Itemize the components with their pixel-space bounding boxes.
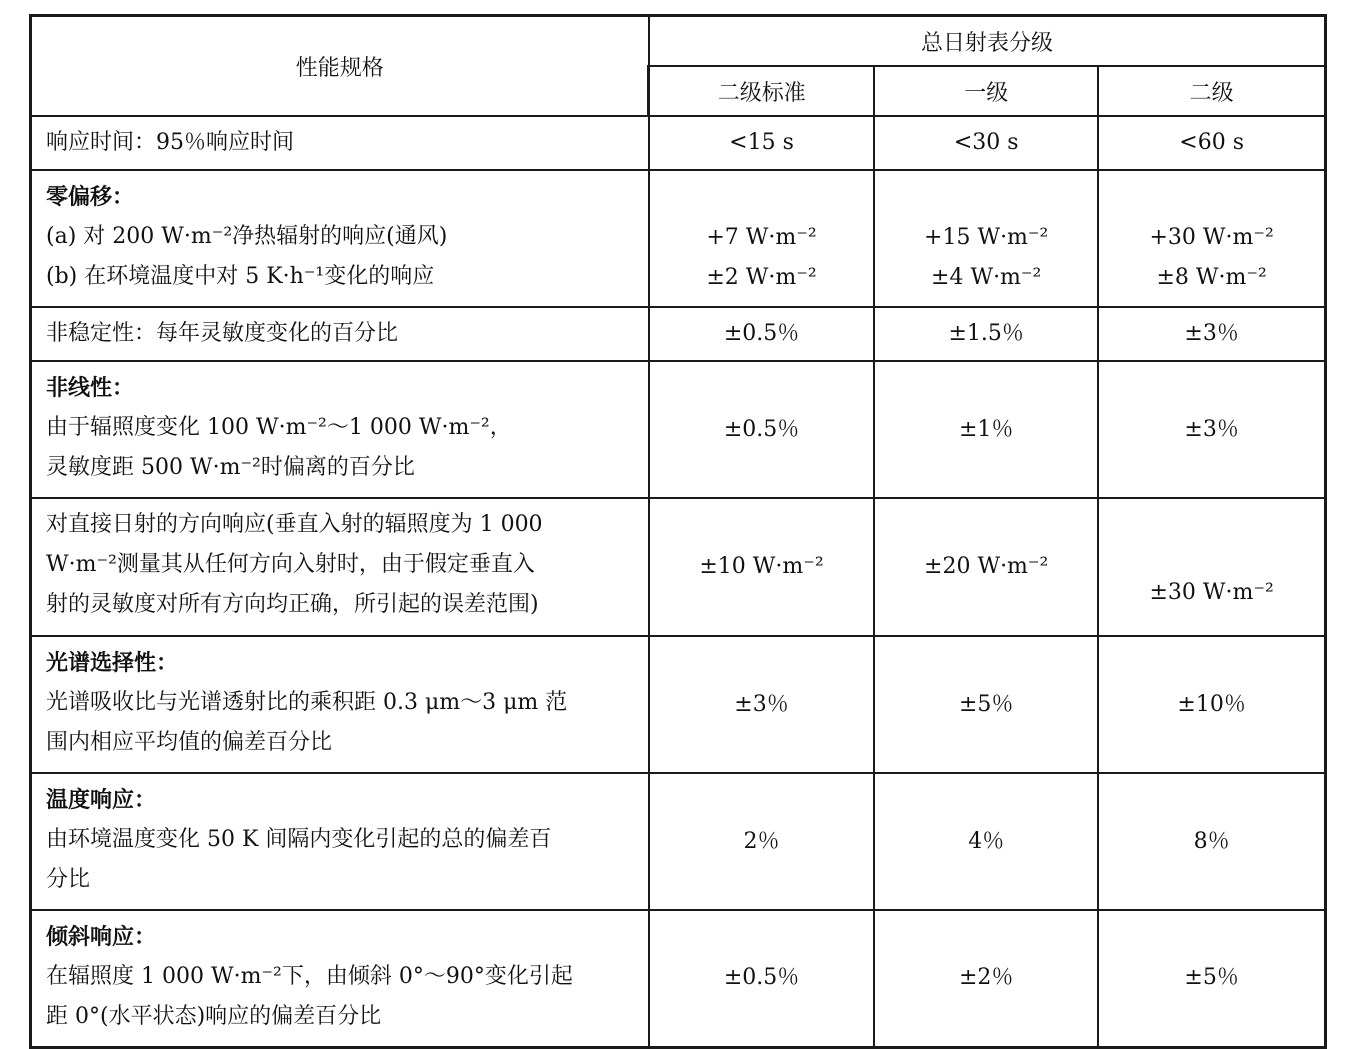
value-text: ±20 W·m⁻² bbox=[924, 554, 1049, 579]
value-text: ±2％ bbox=[958, 965, 1014, 991]
spec-text-line: 对直接日射的方向响应(垂直入射的辐照度为 1 000 bbox=[46, 512, 543, 537]
value-text: ±2 W·m⁻² bbox=[706, 264, 817, 290]
value-cell bbox=[1098, 910, 1325, 1047]
class-header-second-class: 二级 bbox=[1098, 66, 1325, 116]
value-text: ±1.5％ bbox=[948, 321, 1024, 346]
value-cell bbox=[874, 910, 1098, 1047]
spec-text-line: 非稳定性：每年灵敏度变化的百分比 bbox=[46, 321, 399, 346]
spec-text-line: (b) 在环境温度中对 5 K·h⁻¹变化的响应 bbox=[46, 264, 435, 289]
spec-cell bbox=[31, 773, 649, 910]
class-header-secondary-standard: 二级标准 bbox=[649, 66, 874, 116]
spec-text-line: 灵敏度距 500 W·m⁻²时偏离的百分比 bbox=[46, 455, 415, 480]
value-cell bbox=[874, 307, 1098, 361]
value-text: <30 s bbox=[953, 130, 1019, 155]
value-text: <15 s bbox=[729, 130, 794, 155]
spec-cell bbox=[31, 170, 649, 307]
value-cell bbox=[649, 910, 874, 1047]
value-text: +7 W·m⁻² bbox=[706, 224, 817, 250]
pyranometer-spec-table bbox=[29, 14, 1327, 1049]
table-row bbox=[31, 170, 1326, 307]
spec-text-line: 分比 bbox=[46, 867, 91, 892]
value-text: +30 W·m⁻² bbox=[1149, 224, 1274, 250]
table-row bbox=[31, 116, 1326, 170]
value-text: ±0.5％ bbox=[723, 321, 800, 346]
spec-cell bbox=[31, 307, 649, 361]
value-text: ±8 W·m⁻² bbox=[1156, 264, 1267, 290]
spec-text-line: W·m⁻²测量其从任何方向入射时，由于假定垂直入 bbox=[46, 552, 535, 577]
value-text: 2％ bbox=[743, 828, 780, 854]
table-row bbox=[31, 361, 1326, 498]
spec-text-line: (a) 对 200 W·m⁻²净热辐射的响应(通风) bbox=[46, 224, 448, 249]
spec-text-line: 光谱吸收比与光谱透射比的乘积距 0.3 μm～3 μm 范 bbox=[46, 690, 568, 715]
value-text: ±10％ bbox=[1177, 691, 1246, 717]
table-row bbox=[31, 910, 1326, 1047]
value-text: ±30 W·m⁻² bbox=[1149, 580, 1274, 605]
value-cell bbox=[649, 170, 874, 307]
value-text: <60 s bbox=[1179, 130, 1244, 155]
value-text: +15 W·m⁻² bbox=[924, 224, 1049, 250]
value-text: ±0.5％ bbox=[723, 416, 800, 442]
value-text: ±5％ bbox=[958, 691, 1014, 717]
value-cell bbox=[874, 498, 1098, 636]
value-cell bbox=[874, 170, 1098, 307]
value-cell bbox=[874, 361, 1098, 498]
spec-cell bbox=[31, 910, 649, 1047]
spec-text-line: 围内相应平均值的偏差百分比 bbox=[46, 730, 333, 755]
value-text: ±4 W·m⁻² bbox=[931, 264, 1042, 290]
spec-text-line: 非线性： bbox=[46, 375, 135, 401]
value-cell bbox=[1098, 307, 1325, 361]
value-text: ±3％ bbox=[1184, 321, 1239, 346]
spec-text-line: 响应时间：95％响应时间 bbox=[46, 130, 294, 155]
class-group-header: 总日射表分级 bbox=[649, 16, 1326, 67]
value-cell bbox=[874, 636, 1098, 773]
header-row-1 bbox=[31, 16, 1326, 67]
table-row bbox=[31, 498, 1326, 636]
value-text: 4％ bbox=[968, 828, 1005, 854]
spec-text-line: 光谱选择性： bbox=[46, 650, 179, 676]
value-text: ±1％ bbox=[958, 416, 1014, 442]
spec-cell bbox=[31, 361, 649, 498]
class-header-first-class: 一级 bbox=[874, 66, 1098, 116]
table-row bbox=[31, 636, 1326, 773]
spec-text-line: 在辐照度 1 000 W·m⁻²下，由倾斜 0°～90°变化引起 bbox=[46, 964, 573, 989]
value-text: 8％ bbox=[1193, 828, 1230, 854]
value-cell bbox=[649, 773, 874, 910]
value-text: ±5％ bbox=[1184, 965, 1239, 991]
spec-text-line: 零偏移： bbox=[46, 184, 135, 210]
spec-cell bbox=[31, 116, 649, 170]
value-cell bbox=[1098, 170, 1325, 307]
value-text: ±10 W·m⁻² bbox=[699, 554, 824, 579]
value-text: ±3％ bbox=[734, 691, 789, 717]
spec-text-line: 距 0°(水平状态)响应的偏差百分比 bbox=[46, 1004, 382, 1029]
value-cell bbox=[874, 773, 1098, 910]
value-cell bbox=[1098, 116, 1325, 170]
value-cell bbox=[1098, 636, 1325, 773]
value-cell bbox=[1098, 498, 1325, 636]
spec-text-line: 由于辐照度变化 100 W·m⁻²～1 000 W·m⁻²， bbox=[46, 415, 512, 440]
value-cell bbox=[649, 307, 874, 361]
table-row bbox=[31, 773, 1326, 910]
value-text: ±3％ bbox=[1184, 416, 1239, 442]
spec-text-line: 射的灵敏度对所有方向均正确，所引起的误差范围) bbox=[46, 592, 539, 617]
value-cell bbox=[649, 116, 874, 170]
spec-cell bbox=[31, 498, 649, 636]
value-cell bbox=[649, 361, 874, 498]
value-text: ±0.5％ bbox=[723, 965, 800, 991]
value-cell bbox=[649, 636, 874, 773]
value-cell bbox=[1098, 361, 1325, 498]
spec-text-line: 温度响应： bbox=[46, 787, 157, 813]
value-cell bbox=[874, 116, 1098, 170]
spec-header: 性能规格 bbox=[31, 16, 649, 117]
value-cell bbox=[649, 498, 874, 636]
spec-text-line: 倾斜响应： bbox=[46, 924, 157, 950]
value-cell bbox=[1098, 773, 1325, 910]
spec-text-line: 由环境温度变化 50 K 间隔内变化引起的总的偏差百 bbox=[46, 827, 552, 852]
spec-cell bbox=[31, 636, 649, 773]
table-row bbox=[31, 307, 1326, 361]
